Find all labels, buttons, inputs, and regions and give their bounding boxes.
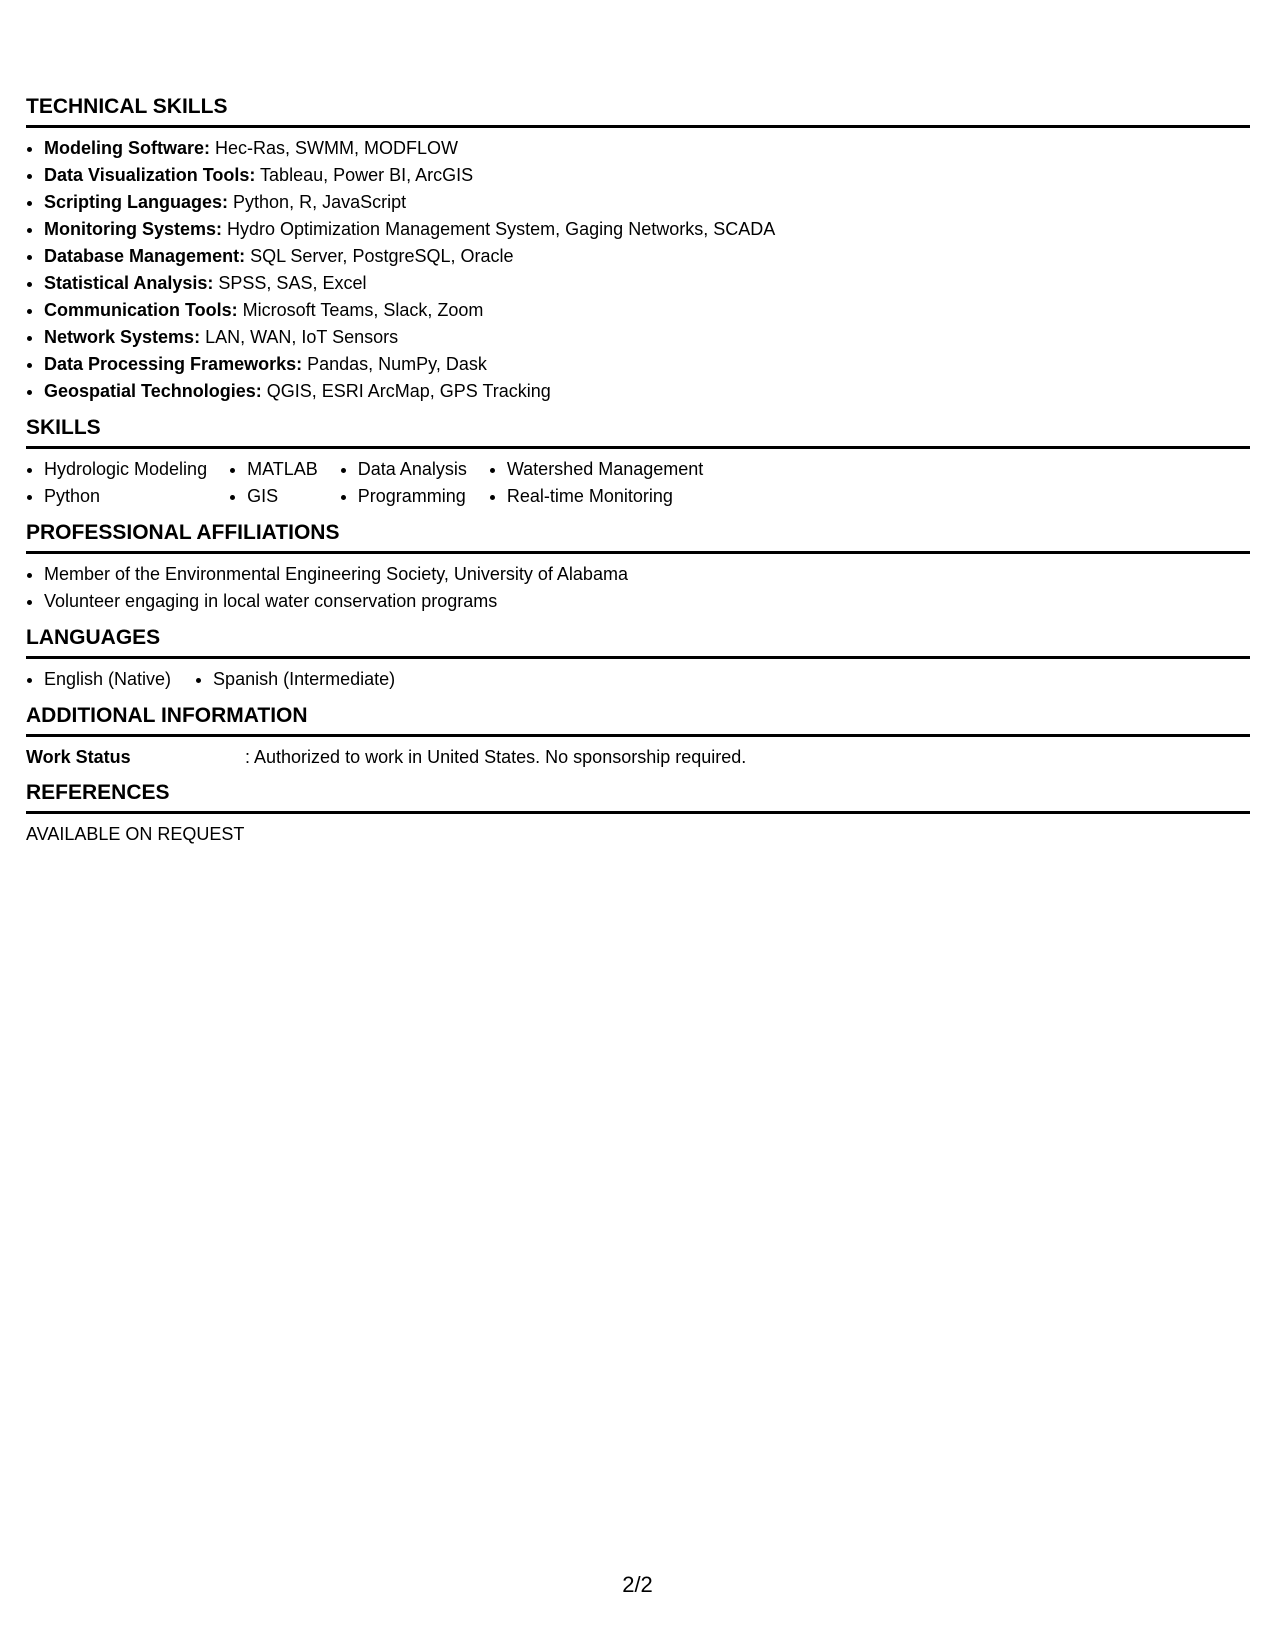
list-item: • English (Native): [44, 666, 171, 693]
skill-values: SQL Server, PostgreSQL, Oracle: [245, 246, 514, 266]
skill-category: Scripting Languages:: [44, 192, 229, 212]
technical-skills-list: [26, 135, 1250, 405]
list-item: [44, 135, 1250, 162]
skill-category: Data Visualization Tools:: [44, 165, 256, 185]
skill-values: QGIS, ESRI ArcMap, GPS Tracking: [261, 381, 551, 401]
list-item: • Member of the Environmental Engineering Society, University of Alabama: [44, 561, 1250, 588]
skills-column: [26, 456, 207, 510]
list-item: [44, 189, 1250, 216]
list-item: [44, 351, 1250, 378]
work-status-label: Work Status: [26, 747, 131, 767]
languages-section: [26, 625, 1250, 693]
affiliations-section: [26, 520, 1250, 615]
skill-values: Hydro Optimization Management System, Gaging Networks, SCADA: [222, 219, 776, 239]
skill-values: Python, R, JavaScript: [228, 192, 407, 212]
list-item: [44, 270, 1250, 297]
skill-values: Hec-Ras, SWMM, MODFLOW: [210, 138, 458, 158]
skills-column: [340, 456, 467, 510]
languages-column: [26, 666, 171, 693]
skill-values: LAN, WAN, IoT Sensors: [200, 327, 399, 347]
list-item: [44, 324, 1250, 351]
skill-category: Data Processing Frameworks:: [44, 354, 303, 374]
list-item: [44, 216, 1250, 243]
technical-skills-section: [26, 94, 1250, 405]
section-title: LANGUAGES: [26, 625, 1250, 659]
languages-row: [26, 666, 1250, 693]
list-item: [44, 243, 1250, 270]
list-item: • Real-time Monitoring: [507, 483, 703, 510]
skill-category: Geospatial Technologies:: [44, 381, 262, 401]
list-item: [44, 162, 1250, 189]
section-title: TECHNICAL SKILLS: [26, 94, 1250, 128]
skill-values: Pandas, NumPy, Dask: [302, 354, 487, 374]
skill-values: Microsoft Teams, Slack, Zoom: [237, 300, 484, 320]
list-item: • Watershed Management: [507, 456, 703, 483]
skill-category: Statistical Analysis:: [44, 273, 214, 293]
work-status-row: [26, 744, 1250, 770]
list-item: • Spanish (Intermediate): [213, 666, 395, 693]
affiliations-list: [26, 561, 1250, 615]
skill-category: Communication Tools:: [44, 300, 238, 320]
section-title: REFERENCES: [26, 780, 1250, 814]
references-section: [26, 780, 1250, 847]
skills-column: [229, 456, 318, 510]
languages-column: [195, 666, 395, 693]
skill-category: Database Management:: [44, 246, 246, 266]
skills-column: [489, 456, 703, 510]
skill-category: Modeling Software:: [44, 138, 210, 158]
skill-category: Network Systems:: [44, 327, 201, 347]
list-item: • GIS: [247, 483, 318, 510]
page-number: 2/2: [622, 1572, 653, 1597]
section-title: PROFESSIONAL AFFILIATIONS: [26, 520, 1250, 554]
work-status-value: : Authorized to work in United States. No sponsorship required.: [245, 747, 747, 767]
additional-info-section: [26, 703, 1250, 770]
list-item: • MATLAB: [247, 456, 318, 483]
resume-page: [26, 94, 1250, 857]
list-item: [44, 378, 1250, 405]
section-title: SKILLS: [26, 415, 1250, 449]
list-item: • Data Analysis: [358, 456, 467, 483]
skills-grid: [26, 456, 1250, 510]
references-text: AVAILABLE ON REQUEST: [26, 824, 245, 844]
skills-section: [26, 415, 1250, 510]
list-item: • Hydrologic Modeling: [44, 456, 207, 483]
list-item: • Python: [44, 483, 207, 510]
list-item: • Programming: [358, 483, 467, 510]
section-title: ADDITIONAL INFORMATION: [26, 703, 1250, 737]
skill-values: SPSS, SAS, Excel: [213, 273, 367, 293]
skill-category: Monitoring Systems:: [44, 219, 223, 239]
list-item: [44, 297, 1250, 324]
list-item: • Volunteer engaging in local water conservation programs: [44, 588, 1250, 615]
skill-values: Tableau, Power BI, ArcGIS: [255, 165, 474, 185]
